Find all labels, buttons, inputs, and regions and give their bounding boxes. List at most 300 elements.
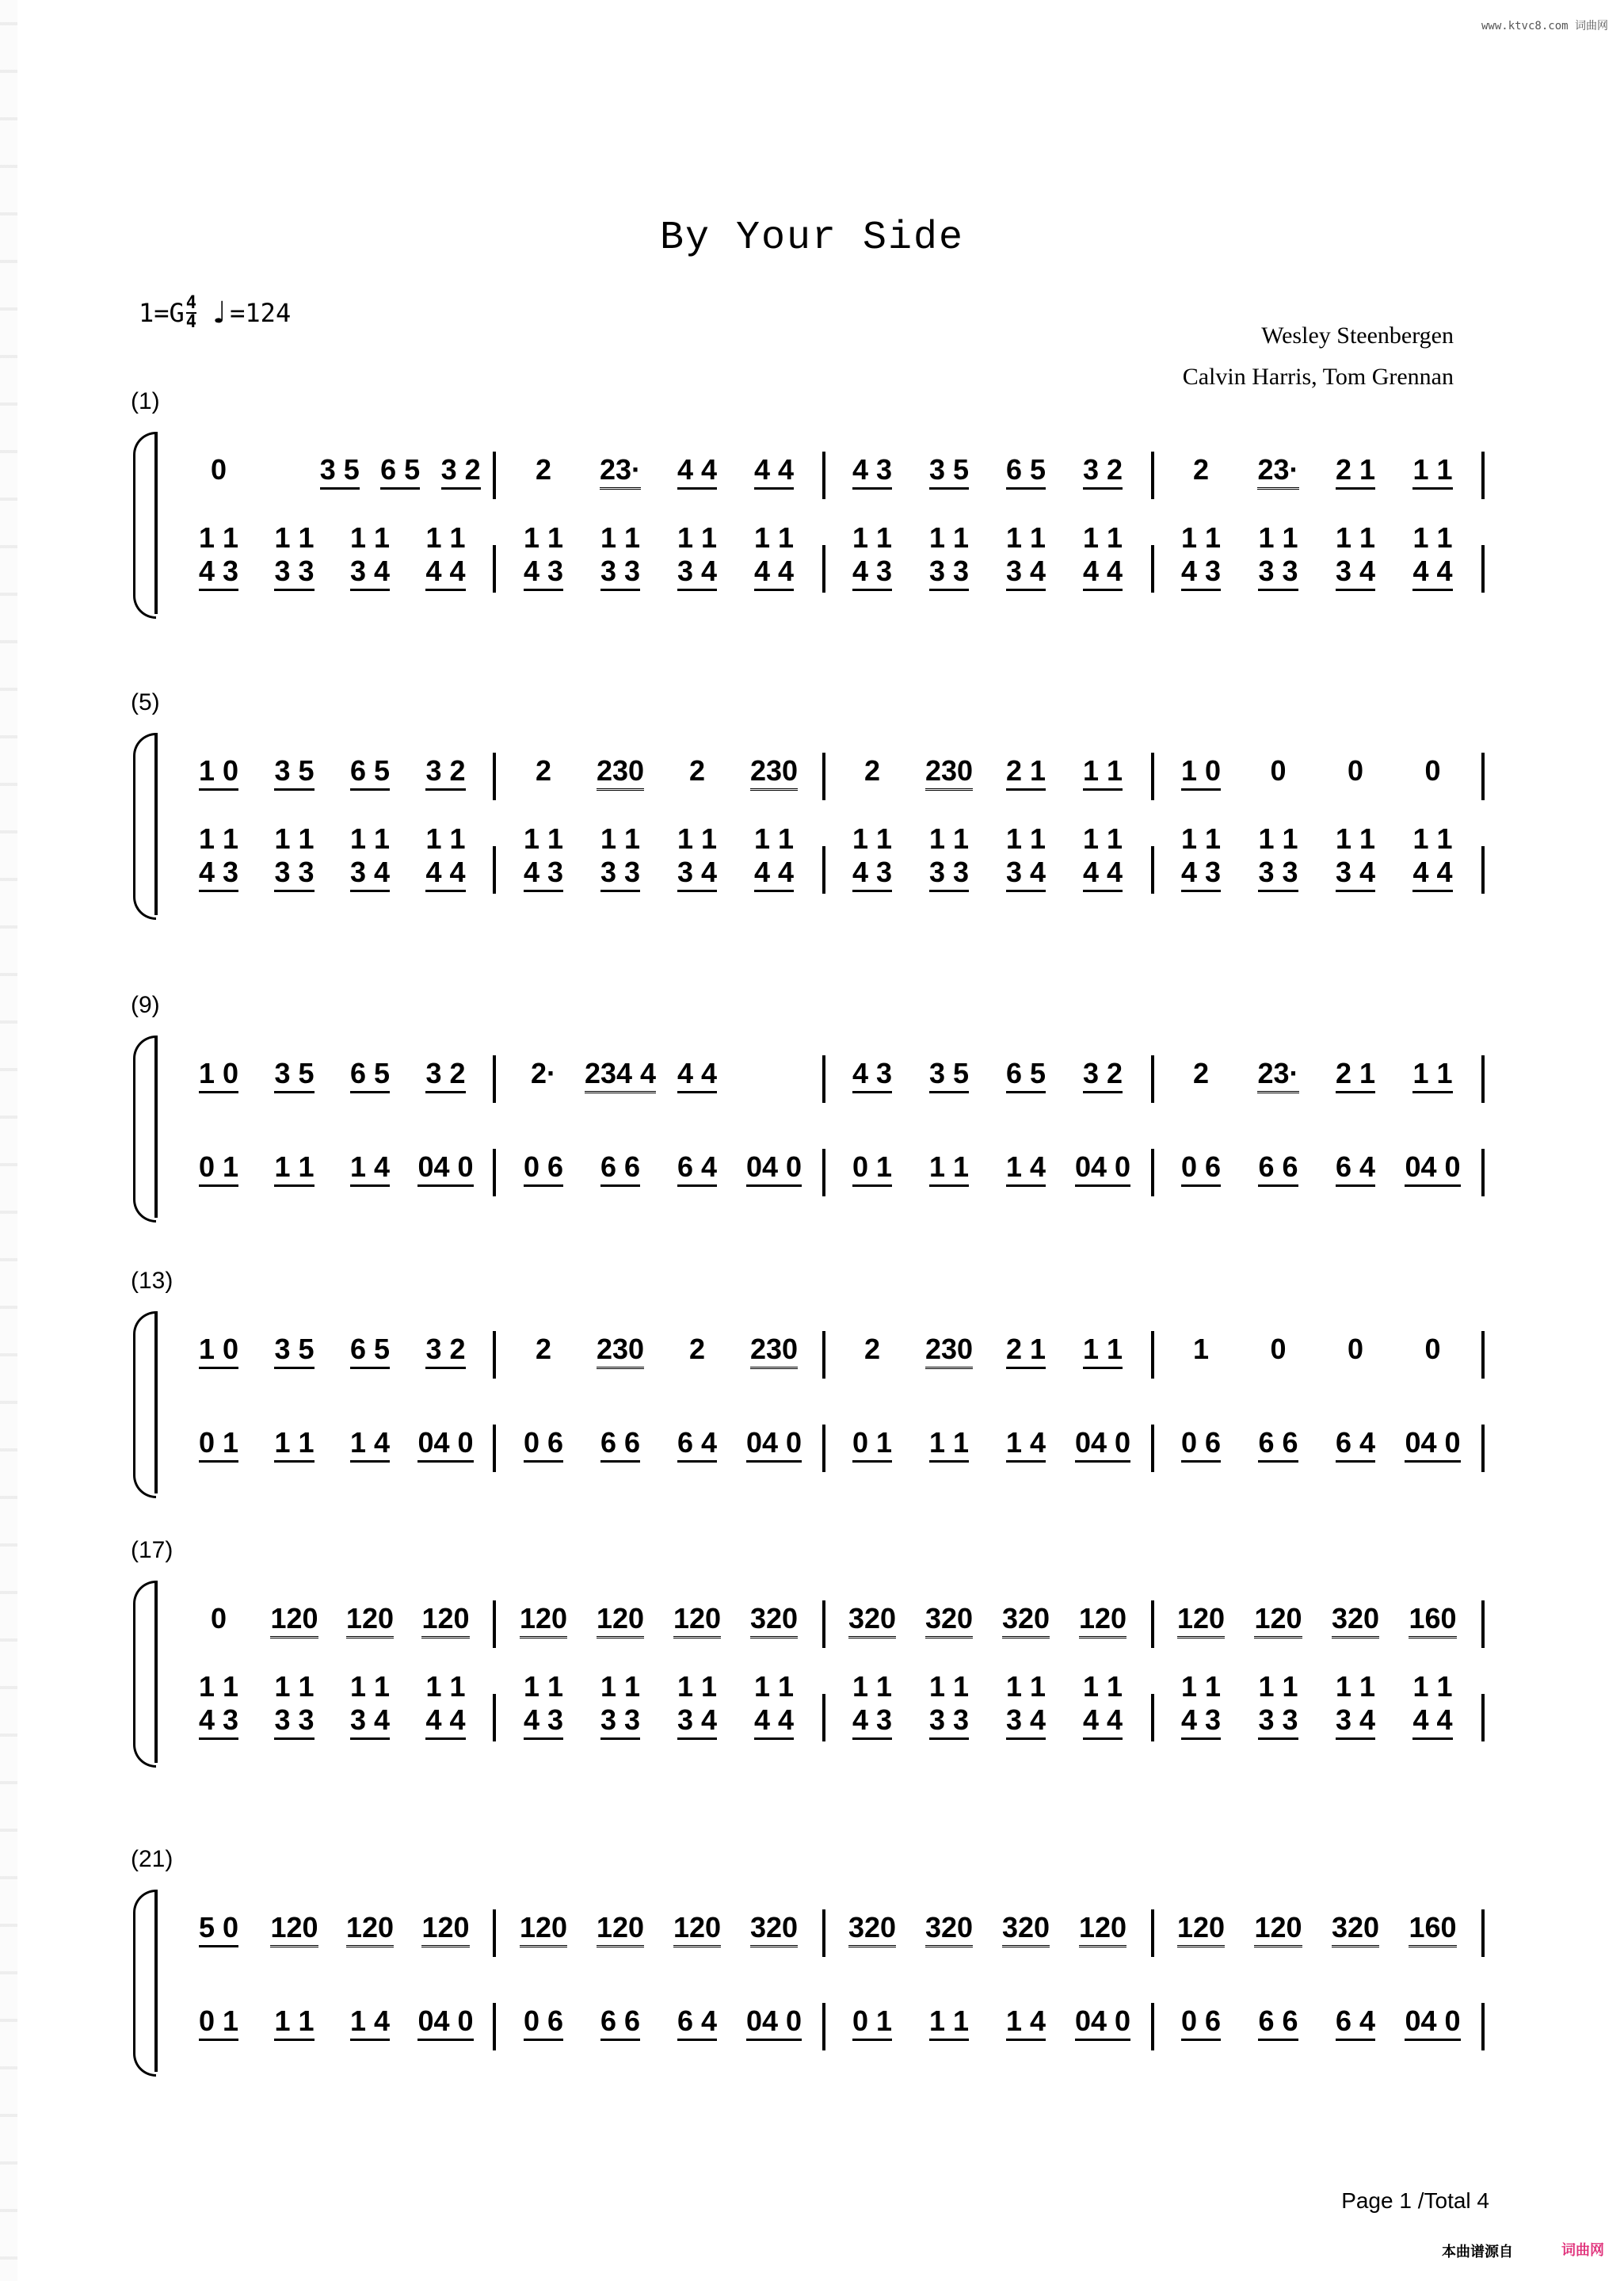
note-group-text: 04 0 — [1075, 2004, 1130, 2041]
note-group-text: 320 — [1002, 1602, 1050, 1638]
note-group-text: 320 — [848, 1911, 896, 1947]
note-group-text: 3 4 — [350, 555, 390, 591]
bass-beat — [836, 856, 909, 889]
note-group-text: 0 — [210, 453, 227, 486]
barline — [1481, 846, 1485, 894]
barline — [1481, 1600, 1485, 1648]
note-group-text: 120 — [421, 1602, 469, 1638]
barline — [1151, 846, 1154, 894]
note-group-text: 3 4 — [677, 555, 717, 591]
note-group-text: 6 6 — [1258, 1150, 1298, 1187]
barline — [822, 2003, 825, 2050]
barline — [1481, 1149, 1485, 1196]
barline — [1481, 545, 1485, 593]
note-group-text: 1 4 — [1006, 2004, 1046, 2041]
note-group-text: 3 4 — [677, 1703, 717, 1740]
note-group-text: 3 5 — [274, 1333, 314, 1369]
bass-upper-chord-note: 1 1 — [852, 521, 893, 554]
time-sig-numerator: 4 — [185, 293, 197, 313]
bass-upper-chord-note: 1 1 — [1180, 822, 1222, 855]
note-group-text: 4 3 — [199, 1703, 238, 1740]
note-group-text: 230 — [750, 1333, 798, 1369]
bass-beat — [182, 1703, 255, 1737]
melody-beat — [913, 453, 985, 486]
note-group-text: 2 — [863, 754, 881, 787]
barline — [493, 1600, 496, 1648]
note-group-text: 3 2 — [1083, 453, 1123, 490]
bass-upper-chord-note: 1 1 — [852, 822, 893, 855]
bass-beat — [258, 1703, 331, 1737]
bass-beat — [989, 2004, 1062, 2038]
note-group-text: 3 4 — [677, 856, 717, 892]
melody-beat — [738, 453, 810, 486]
melody-beat — [661, 1911, 734, 1944]
melody-beat — [1066, 453, 1139, 486]
credit-line: Calvin Harris, Tom Grennan — [1182, 364, 1454, 390]
bass-upper-chord-note: 1 1 — [1180, 521, 1222, 554]
credit-line: Wesley Steenbergen — [1261, 322, 1454, 349]
bass-upper-chord-note: 1 1 — [425, 521, 466, 554]
melody-beat — [661, 1333, 734, 1366]
bass-beat — [1242, 555, 1315, 588]
note-group-text: 6 5 — [1006, 1057, 1046, 1093]
bass-upper-chord-note: 1 1 — [1082, 521, 1123, 554]
melody-beat — [507, 1057, 580, 1090]
credits-block — [1183, 315, 1454, 398]
barline — [1151, 753, 1154, 800]
barline — [1151, 1909, 1154, 1957]
melody-beat — [1319, 754, 1392, 788]
measure-number-label: (17) — [131, 1537, 173, 1563]
note-group-text: 3 4 — [350, 856, 390, 892]
note-group-text: 3 4 — [1336, 856, 1375, 892]
note-group-text: 23· — [1257, 453, 1298, 490]
melody-beat — [1165, 453, 1237, 486]
melody-beat — [258, 754, 331, 788]
barline — [493, 753, 496, 800]
melody-beat — [836, 1057, 909, 1090]
note-group-text: 04 0 — [1405, 2004, 1460, 2041]
note-group-text: 3 3 — [1258, 856, 1298, 892]
note-group-text: 3 5 — [274, 754, 314, 791]
barline — [1481, 1055, 1485, 1103]
barline — [1151, 1331, 1154, 1379]
bass-upper-chord-note: 1 1 — [677, 822, 718, 855]
bass-beat — [1066, 2004, 1139, 2038]
melody-beat — [1397, 1602, 1470, 1635]
bass-beat — [661, 2004, 734, 2038]
note-group-text: 4 4 — [754, 1703, 794, 1740]
system-start-barline — [154, 1036, 158, 1218]
bass-upper-chord-note: 1 1 — [852, 1670, 893, 1703]
note-group-text: 3 2 — [425, 754, 465, 791]
note-group-text: 2 1 — [1006, 1333, 1046, 1369]
barline — [822, 1909, 825, 1957]
barline — [822, 846, 825, 894]
note-group-text: 3 5 — [929, 1057, 969, 1093]
note-group-text: 0 — [1270, 754, 1287, 787]
barline — [493, 1149, 496, 1196]
bass-beat — [1397, 1426, 1470, 1459]
system-brace — [133, 733, 156, 920]
note-group-text: 1 1 — [1083, 754, 1123, 791]
bass-upper-chord-note: 1 1 — [677, 521, 718, 554]
note-group-text: 320 — [848, 1602, 896, 1638]
note-group-text: 0 — [1347, 754, 1364, 787]
note-group-text: 230 — [597, 1333, 644, 1369]
note-group-text: 1 1 — [929, 1426, 969, 1463]
bass-beat — [661, 1426, 734, 1459]
bass-upper-chord-note: 1 1 — [198, 521, 239, 554]
bass-beat — [661, 1703, 734, 1737]
note-group-text: 4 3 — [1181, 856, 1221, 892]
note-group-text: 4 4 — [677, 1057, 717, 1093]
bass-beat — [989, 1150, 1062, 1184]
bass-upper-chord-note: 1 1 — [198, 1670, 239, 1703]
barline — [1481, 753, 1485, 800]
barline — [822, 1055, 825, 1103]
bass-beat — [738, 856, 810, 889]
melody-beat — [913, 1602, 985, 1635]
note-group-text: 0 — [1424, 754, 1441, 787]
melody-beat — [410, 754, 482, 788]
note-group-text: 120 — [520, 1602, 567, 1638]
bass-beat — [989, 1426, 1062, 1459]
note-group-text: 120 — [673, 1602, 721, 1638]
note-group-text: 120 — [421, 1911, 469, 1947]
note-group-text: 1 1 — [1412, 1057, 1452, 1093]
bass-beat — [913, 1703, 985, 1737]
note-group-text: 04 0 — [1075, 1426, 1130, 1463]
bass-upper-chord-note: 1 1 — [1082, 822, 1123, 855]
bass-beat — [182, 555, 255, 588]
note-group-text: 4 3 — [852, 1057, 892, 1093]
note-group-text: 4 4 — [425, 555, 465, 591]
melody-beat — [182, 453, 255, 486]
bass-beat — [1319, 1703, 1392, 1737]
melody-beat — [836, 1333, 909, 1366]
bass-upper-chord-note: 1 1 — [600, 1670, 641, 1703]
note-group-text: 4 4 — [1412, 856, 1452, 892]
note-group-text: 1 0 — [199, 1333, 238, 1369]
note-group-text: 320 — [1002, 1911, 1050, 1947]
note-group-text: 160 — [1409, 1911, 1456, 1947]
measure-number-label: (9) — [131, 992, 160, 1018]
barline — [822, 1425, 825, 1472]
note-group-text: 3 3 — [274, 856, 314, 892]
note-group-text: 4 3 — [852, 453, 892, 490]
bass-beat — [334, 2004, 406, 2038]
bass-beat — [738, 555, 810, 588]
note-group-text: 0 — [210, 1602, 227, 1634]
barline — [822, 1149, 825, 1196]
melody-beat — [1165, 754, 1237, 788]
barline — [1481, 2003, 1485, 2050]
bass-beat — [507, 1426, 580, 1459]
note-group-text: 1 1 — [929, 1150, 969, 1187]
barline — [1481, 1425, 1485, 1472]
barline — [822, 1694, 825, 1741]
bass-upper-chord-note: 1 1 — [1005, 1670, 1046, 1703]
bass-beat — [1397, 856, 1470, 889]
bass-upper-chord-note: 1 1 — [349, 822, 391, 855]
melody-beat — [836, 754, 909, 788]
barline — [493, 1331, 496, 1379]
note-group-text: 0 — [1424, 1333, 1441, 1365]
note-group-text: 160 — [1409, 1602, 1456, 1638]
melody-beat — [258, 1911, 331, 1944]
note-group-text: 23· — [1257, 1057, 1298, 1093]
melody-beat — [507, 453, 580, 486]
note-group-text: 3 3 — [274, 555, 314, 591]
bass-beat — [334, 856, 406, 889]
melody-beat — [507, 1333, 580, 1366]
note-group-text: 3 4 — [1336, 1703, 1375, 1740]
note-group-text: 6 4 — [677, 1426, 717, 1463]
system-start-barline — [154, 432, 158, 614]
bass-beat — [507, 555, 580, 588]
melody-beat — [334, 1602, 406, 1635]
barline — [493, 1055, 496, 1103]
bass-upper-chord-note: 1 1 — [523, 822, 564, 855]
melody-beat — [258, 1602, 331, 1635]
melody-beat — [913, 1911, 985, 1944]
note-group-text: 1 0 — [1181, 754, 1221, 791]
melody-beat — [989, 754, 1062, 788]
note-group-text: 3 2 — [1083, 1057, 1123, 1093]
note-group-text: 0 — [1347, 1333, 1364, 1365]
footer-site-label: 词曲网 — [1561, 2242, 1604, 2258]
measure-number-label: (1) — [131, 388, 160, 414]
bass-upper-chord-note: 1 1 — [523, 1670, 564, 1703]
bass-beat — [1165, 856, 1237, 889]
key-tempo-line — [139, 295, 291, 331]
melody-beat — [1319, 1333, 1392, 1366]
system-brace — [133, 1581, 156, 1768]
note-group-text: 04 0 — [1405, 1150, 1460, 1187]
bass-upper-chord-note: 1 1 — [600, 822, 641, 855]
bass-beat — [1242, 1426, 1315, 1459]
bass-beat — [258, 1150, 331, 1184]
barline — [1481, 1909, 1485, 1957]
barline — [493, 2003, 496, 2050]
note-group-text: 4 4 — [1083, 856, 1123, 892]
note-group-text: 4 4 — [425, 856, 465, 892]
barline — [822, 1331, 825, 1379]
bass-upper-chord-note: 1 1 — [753, 1670, 795, 1703]
note-group-text: 120 — [1079, 1911, 1127, 1947]
system-start-barline — [154, 1890, 158, 2072]
bass-beat — [410, 1426, 482, 1459]
barline — [1151, 1149, 1154, 1196]
bass-beat — [1165, 555, 1237, 588]
note-group-text: 120 — [270, 1602, 318, 1638]
melody-beat — [1397, 1333, 1470, 1366]
note-group-text: 1 1 — [1083, 1333, 1123, 1369]
system-start-barline — [154, 733, 158, 915]
note-group-text: 3 3 — [929, 555, 969, 591]
note-group-text: 0 1 — [199, 1150, 238, 1187]
footer-source-label: 本曲谱源自 — [1442, 2244, 1513, 2260]
melody-beat — [507, 1602, 580, 1635]
bass-upper-chord-note: 1 1 — [349, 521, 391, 554]
note-group-text: 4 3 — [524, 555, 563, 591]
bass-upper-chord-note: 1 1 — [1412, 521, 1453, 554]
note-group-text: 3 5 — [320, 453, 360, 490]
note-group-text: 0 6 — [524, 1150, 563, 1187]
note-group-text: 3 3 — [274, 1703, 314, 1740]
bass-upper-chord-note: 1 1 — [1005, 822, 1046, 855]
barline — [1481, 1694, 1485, 1741]
note-group-text: 6 4 — [1336, 1426, 1375, 1463]
melody-beat — [410, 1333, 482, 1366]
bass-beat — [738, 1426, 810, 1459]
bass-upper-chord-note: 1 1 — [1258, 822, 1298, 855]
note-group-text: 2 1 — [1006, 754, 1046, 791]
note-group-text: 23· — [600, 453, 641, 490]
bass-beat — [661, 856, 734, 889]
system-start-barline — [154, 1581, 158, 1763]
note-group-text: 6 4 — [1336, 2004, 1375, 2041]
bass-beat — [334, 1703, 406, 1737]
bass-upper-chord-note: 1 1 — [1335, 1670, 1376, 1703]
note-group-text: 04 0 — [746, 1426, 802, 1463]
barline — [493, 1694, 496, 1741]
note-group-text: 0 1 — [199, 1426, 238, 1463]
bass-beat — [410, 856, 482, 889]
note-group-text: 6 4 — [1336, 1150, 1375, 1187]
note-group-text: 0 — [1270, 1333, 1287, 1365]
note-group-text: 6 5 — [1006, 453, 1046, 490]
melody-beat — [584, 1333, 657, 1366]
melody-beat — [1165, 1602, 1237, 1635]
note-group-text: 3 4 — [1006, 1703, 1046, 1740]
note-group-text: 120 — [597, 1602, 644, 1638]
note-group-text: 120 — [270, 1911, 318, 1947]
bass-upper-chord-note: 1 1 — [600, 521, 641, 554]
barline — [1151, 452, 1154, 499]
bass-upper-chord-note: 1 1 — [274, 1670, 315, 1703]
barline — [1151, 2003, 1154, 2050]
bass-beat — [410, 1703, 482, 1737]
note-group-text: 3 3 — [1258, 555, 1298, 591]
note-group-text: 3 3 — [929, 1703, 969, 1740]
note-group-text: 1 — [1192, 1333, 1210, 1365]
bass-beat — [182, 2004, 255, 2038]
note-group-text: 4 3 — [199, 856, 238, 892]
bass-beat — [1242, 1150, 1315, 1184]
bass-beat — [1066, 1150, 1139, 1184]
note-group-text: 04 0 — [417, 1426, 473, 1463]
system-brace — [133, 1036, 156, 1223]
melody-beat — [334, 1911, 406, 1944]
bass-beat — [836, 1703, 909, 1737]
barline — [1151, 1694, 1154, 1741]
note-group-text: 3 4 — [1006, 856, 1046, 892]
note-group-text: 0 6 — [1181, 1150, 1221, 1187]
bass-beat — [507, 1703, 580, 1737]
melody-beat — [1165, 1911, 1237, 1944]
bass-beat — [836, 555, 909, 588]
note-group-text: 3 3 — [1258, 1703, 1298, 1740]
barline — [493, 1909, 496, 1957]
bass-upper-chord-note: 1 1 — [1258, 1670, 1298, 1703]
barline — [1151, 1425, 1154, 1472]
barline — [1151, 1055, 1154, 1103]
melody-beat — [182, 1333, 255, 1366]
note-group-text: 4 4 — [425, 1703, 465, 1740]
bass-upper-chord-note: 1 1 — [523, 521, 564, 554]
bass-beat — [1397, 1703, 1470, 1737]
note-group-text: 4 4 — [754, 856, 794, 892]
system-brace — [133, 1311, 156, 1498]
note-group-text: 6 5 — [350, 1333, 390, 1369]
bass-upper-chord-note: 1 1 — [198, 822, 239, 855]
melody-beat — [1242, 1602, 1315, 1635]
note-group-text: 320 — [925, 1602, 973, 1638]
bass-beat — [584, 2004, 657, 2038]
melody-beat — [1397, 754, 1470, 788]
note-group-text: 4 3 — [524, 1703, 563, 1740]
note-group-text: 0 6 — [524, 2004, 563, 2041]
note-group-text: 234 4 — [585, 1057, 656, 1093]
barline — [493, 846, 496, 894]
system-brace — [133, 432, 156, 619]
bass-beat — [661, 1150, 734, 1184]
bass-beat — [584, 1426, 657, 1459]
note-group-text: 6 6 — [600, 1426, 640, 1463]
bass-upper-chord-note: 1 1 — [1082, 1670, 1123, 1703]
bass-upper-chord-note: 1 1 — [1180, 1670, 1222, 1703]
bass-upper-chord-note: 1 1 — [928, 521, 970, 554]
bass-beat — [1066, 555, 1139, 588]
melody-beat — [661, 453, 734, 486]
note-group-text: 2· — [530, 1057, 556, 1089]
bass-upper-chord-note: 1 1 — [1258, 521, 1298, 554]
melody-beat — [1066, 1333, 1139, 1366]
bass-beat — [258, 2004, 331, 2038]
melody-beat — [1397, 1057, 1470, 1090]
note-group-text: 2 — [1192, 453, 1210, 486]
bass-beat — [913, 1150, 985, 1184]
score-title: By Your Side — [659, 216, 965, 261]
note-group-text: 230 — [597, 754, 644, 791]
bass-beat — [334, 555, 406, 588]
note-group-text: 4 3 — [1181, 555, 1221, 591]
barline — [822, 452, 825, 499]
note-group-text: 2 1 — [1336, 1057, 1375, 1093]
top-watermark: www.ktvc8.com 词曲网 — [1481, 20, 1608, 32]
measure-number-label: (21) — [131, 1846, 173, 1872]
bass-beat — [1397, 1150, 1470, 1184]
note-group-text: 2 — [863, 1333, 881, 1365]
quarter-note-icon: ♩ — [209, 295, 229, 331]
note-group-text: 0 6 — [1181, 2004, 1221, 2041]
note-group-text: 04 0 — [746, 2004, 802, 2041]
note-group-text: 4 4 — [1412, 1703, 1452, 1740]
melody-beat — [1397, 453, 1470, 486]
note-group-text: 1 1 — [274, 1150, 314, 1187]
melody-beat — [989, 1057, 1062, 1090]
barline — [822, 1600, 825, 1648]
bass-beat — [182, 856, 255, 889]
bass-beat — [836, 1150, 909, 1184]
melody-beat — [584, 1057, 657, 1090]
note-group-text: 2 1 — [1336, 453, 1375, 490]
bass-beat — [1066, 856, 1139, 889]
melody-beat — [989, 1911, 1062, 1944]
bass-beat — [1319, 1426, 1392, 1459]
